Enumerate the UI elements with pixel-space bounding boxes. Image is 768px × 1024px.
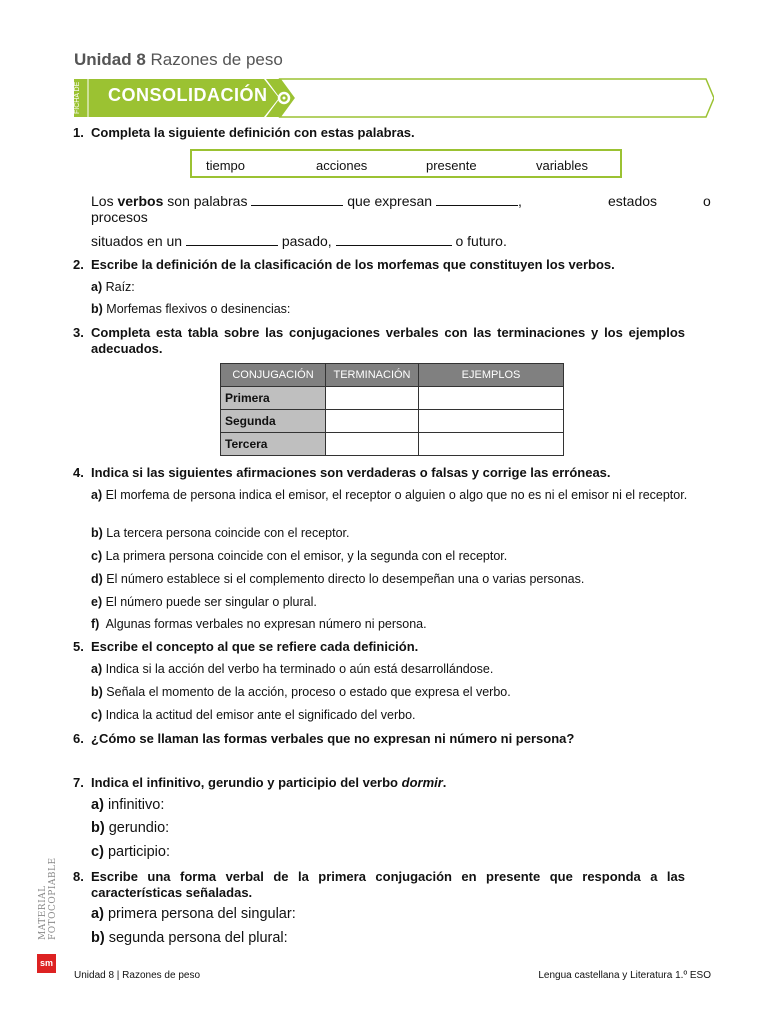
q8-item-a: a) primera persona del singular:: [91, 906, 296, 922]
question-6: 6. ¿Cómo se llaman las formas verbales que no expresan ni número ni persona?: [73, 731, 575, 746]
answer-blank[interactable]: [436, 193, 518, 206]
question-8: 8. Escribe una forma verbal de la primera conjugación en presente que responda a las características señaladas.: [73, 869, 685, 900]
ficha-label: FICHA DE: [74, 81, 81, 115]
table-cell-input[interactable]: [419, 387, 564, 410]
side-label: MATERIAL FOTOCOPIABLE: [38, 857, 58, 940]
fill-line-1b: procesos: [91, 209, 148, 225]
q2-item-a: a) Raíz:: [91, 280, 135, 294]
question-4: 4. Indica si las siguientes afirmaciones son verdaderas o falsas y corrige las erróneas.: [73, 465, 611, 480]
table-cell-input[interactable]: [326, 387, 419, 410]
q4-item-b: b) La tercera persona coincide con el receptor.: [91, 526, 350, 540]
q7-item-c: c) participio:: [91, 844, 170, 860]
q4-item-d: d) El número establece si el complemento directo lo desempeñan una o varias personas.: [91, 572, 585, 586]
conjugation-table: [220, 363, 564, 456]
footer-left: Unidad 8 | Razones de peso: [74, 970, 201, 981]
word-bank-item: acciones: [316, 158, 368, 173]
table-row: [221, 433, 564, 456]
answer-blank[interactable]: [186, 233, 278, 246]
table-row-label: Segunda: [221, 410, 326, 433]
q4-item-a: a) El morfema de persona indica el emisor, el receptor o alguien o algo que no es ni el emisor ni el receptor.: [91, 488, 688, 502]
question-2: 2. Escribe la definición de la clasificación de los morfemas que constituyen los verbos.: [73, 257, 615, 272]
table-cell-input[interactable]: [326, 433, 419, 456]
word-bank: [190, 149, 622, 178]
answer-blank[interactable]: [251, 193, 343, 206]
answer-blank[interactable]: [336, 233, 452, 246]
question-7: 7. Indica el infinitivo, gerundio y participio del verbo dormir.: [73, 775, 447, 790]
table-cell-input[interactable]: [326, 410, 419, 433]
q5-item-c: c) Indica la actitud del emisor ante el significado del verbo.: [91, 708, 416, 722]
q8-item-b: b) segunda persona del plural:: [91, 930, 288, 946]
table-header: CONJUGACIÓN: [221, 364, 326, 387]
q7-item-a: a) infinitivo:: [91, 797, 165, 813]
word-bank-item: variables: [536, 158, 589, 173]
footer-right: Lengua castellana y Literatura 1.º ESO: [538, 970, 711, 981]
unit-title: Unidad 8 Razones de peso: [74, 50, 283, 69]
q4-item-e: e) El número puede ser singular o plural.: [91, 595, 317, 609]
q4-item-c: c) La primera persona coincide con el emisor, y la segunda con el receptor.: [91, 549, 508, 563]
table-row-label: Primera: [221, 387, 326, 410]
question-5: 5. Escribe el concepto al que se refiere cada definición.: [73, 639, 419, 654]
question-3: 3. Completa esta tabla sobre las conjugaciones verbales con las terminaciones y los ejemplos adecuados.: [73, 325, 685, 356]
word-bank-item: tiempo: [206, 158, 246, 173]
word-bank-item: presente: [426, 158, 477, 173]
fill-line-1: Los verbos son palabras que expresan , estados o: [91, 193, 711, 209]
table-row: [221, 387, 564, 410]
table-header: EJEMPLOS: [419, 364, 564, 387]
table-header: TERMINACIÓN: [326, 364, 419, 387]
q4-item-f: f) Algunas formas verbales no expresan número ni persona.: [91, 617, 427, 631]
q5-item-b: b) Señala el momento de la acción, proceso o estado que expresa el verbo.: [91, 685, 511, 699]
sm-logo: sm: [37, 954, 56, 973]
table-row: [221, 410, 564, 433]
table-cell-input[interactable]: [419, 410, 564, 433]
fill-line-2: situados en un pasado, o futuro.: [91, 233, 507, 249]
q5-item-a: a) Indica si la acción del verbo ha terminado o aún está desarrollándose.: [91, 662, 494, 676]
banner-label: CONSOLIDACIÓN: [108, 85, 268, 105]
q2-item-b: b) Morfemas flexivos o desinencias:: [91, 302, 291, 316]
question-1: 1. Completa la siguiente definición con estas palabras.: [73, 125, 415, 140]
table-cell-input[interactable]: [419, 433, 564, 456]
q7-item-b: b) gerundio:: [91, 820, 170, 836]
table-row-label: Tercera: [221, 433, 326, 456]
